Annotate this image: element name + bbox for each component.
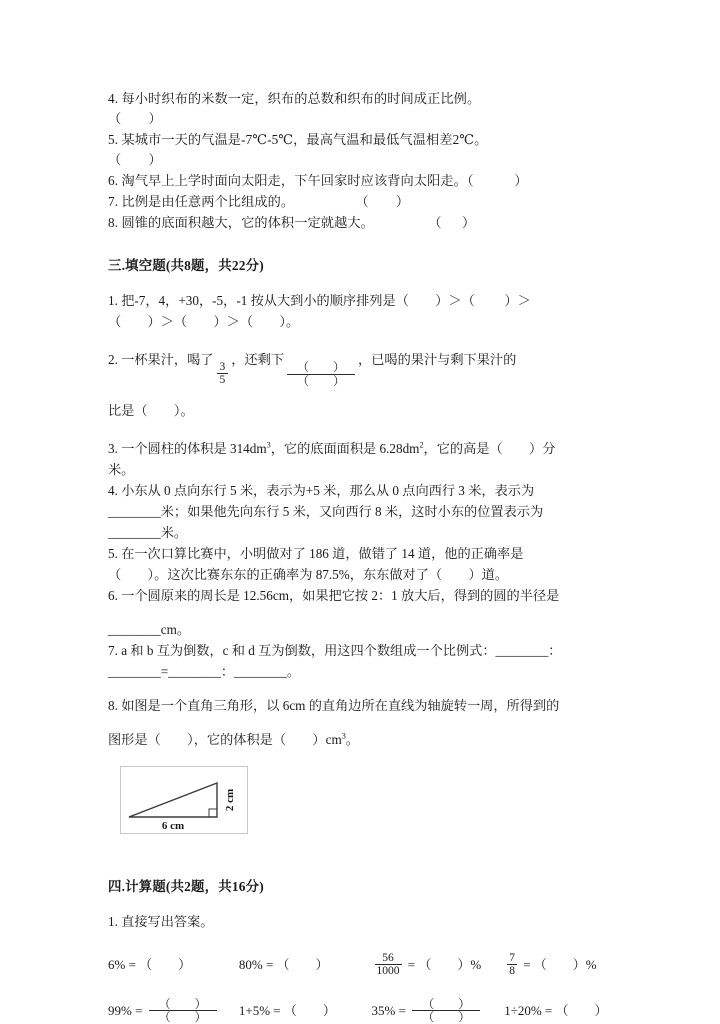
fraction-56-1000 bbox=[375, 952, 402, 977]
fill-item-4-line2[interactable]: ________米；如果他先向东行 5 米，又向西行 8 米，这时小东的位置表示为 bbox=[108, 504, 544, 520]
fill-item-7-line1[interactable]: 7. a 和 b 互为倒数，c 和 d 互为倒数，用这四个数组成一个比例式：________： bbox=[108, 643, 562, 659]
calc-expression[interactable]: = （ ）% bbox=[404, 956, 482, 972]
fill-item-2-line2[interactable]: 比是（ ）。 bbox=[108, 403, 194, 419]
fraction-numerator: 56 bbox=[382, 952, 394, 965]
truefalse-answer-4[interactable]: （ ） bbox=[108, 111, 162, 126]
fill-item-1-line1[interactable]: 1. 把-7，4，+30，-5，-1 按从大到小的顺序排列是（ ）＞（ ）＞ bbox=[108, 293, 531, 308]
fraction-three-fifths bbox=[217, 361, 229, 386]
calc-section-heading: 四.计算题(共2题，共16分) bbox=[108, 879, 264, 895]
triangle-svg bbox=[121, 767, 245, 831]
fill-item-2-line1[interactable] bbox=[108, 349, 628, 387]
calc-cell-35-percent[interactable] bbox=[372, 998, 505, 1024]
truefalse-item-4: 4. 每小时织布的米数一定，织布的总数和织布的时间成正比例。 bbox=[108, 91, 481, 106]
calc-expression[interactable]: = （ ）% bbox=[519, 956, 597, 972]
right-triangle-figure bbox=[120, 766, 248, 834]
calc-cell-56-over-1000[interactable] bbox=[372, 952, 505, 977]
calc-cell-1-div-20-percent[interactable] bbox=[504, 998, 628, 1024]
fraction-blank-denominator[interactable]: （ ） bbox=[287, 374, 355, 388]
calc-row-2 bbox=[108, 998, 628, 1024]
calc-cell-7-over-8[interactable] bbox=[504, 952, 628, 977]
calc-cell-1-plus-5-percent[interactable] bbox=[239, 998, 372, 1024]
fill-item-3-line2: 米。 bbox=[108, 462, 135, 478]
fraction-blank-denominator[interactable]: （ ） bbox=[149, 1010, 217, 1024]
fill-item-4-line1: 4. 小东从 0 点向东行 5 米，表示为+5 米，那么从 0 点向西行 3 米，表示为 bbox=[108, 483, 535, 499]
calc-expression[interactable]: 1+5% = （ ） bbox=[238, 1002, 336, 1018]
fraction-blank-answer[interactable] bbox=[412, 998, 480, 1024]
truefalse-answer-5[interactable]: （ ） bbox=[108, 152, 162, 167]
fill-section-heading: 三.填空题(共8题，共22分) bbox=[108, 258, 264, 273]
fill-item-3-line1[interactable] bbox=[108, 438, 628, 459]
truefalse-tail-block bbox=[108, 88, 628, 233]
fraction-blank-answer[interactable] bbox=[287, 361, 355, 387]
fraction-blank-answer[interactable] bbox=[149, 998, 217, 1024]
fraction-denominator: 1000 bbox=[376, 965, 400, 978]
truefalse-item-8[interactable]: 8. 圆锥的底面积越大，它的体积一定就越大。 （ ） bbox=[108, 215, 476, 230]
calc-expression: 99% = bbox=[108, 1002, 146, 1018]
calc-expression[interactable]: 80% = （ ） bbox=[238, 956, 329, 972]
fraction-numerator: 7 bbox=[509, 952, 515, 965]
unit-exponent-cubic: 3 bbox=[266, 440, 271, 450]
fill-item-3-text-a: 3. 一个圆柱的体积是 314dm bbox=[108, 441, 267, 457]
fraction-denominator: 8 bbox=[509, 965, 515, 978]
triangle-height-label: 2 cm bbox=[224, 789, 236, 812]
fill-item-2-text-b: ，还剩下 bbox=[231, 352, 284, 367]
right-angle-marker-icon bbox=[209, 809, 217, 817]
fill-item-2-text-a: 2. 一杯果汁，喝了 bbox=[108, 352, 214, 367]
unit-exponent-cubic-cm: 3 bbox=[341, 731, 346, 741]
fill-item-6-line2[interactable]: ________cm。 bbox=[108, 622, 191, 638]
fill-item-3-text-c: ，它的高是（ ）分 bbox=[423, 441, 556, 457]
fill-item-2-text-c: ，已喝的果汁与剩下果汁的 bbox=[358, 352, 517, 367]
truefalse-item-5: 5. 某城市一天的气温是-7℃-5℃，最高气温和最低气温相差2℃。 bbox=[108, 132, 488, 147]
fraction-blank-numerator[interactable]: （ ） bbox=[158, 996, 207, 1011]
fill-item-7-line2[interactable]: ________=________：________。 bbox=[108, 664, 301, 680]
fraction-blank-numerator[interactable]: （ ） bbox=[297, 360, 346, 375]
triangle-base-label: 6 cm bbox=[161, 820, 185, 832]
fraction-blank-numerator[interactable]: （ ） bbox=[422, 996, 471, 1011]
fill-item-8-line2[interactable] bbox=[108, 729, 628, 750]
fill-item-3-text-b: ，它的底面面积是 6.28dm bbox=[270, 441, 420, 457]
truefalse-item-6[interactable]: 6. 淘气早上上学时面向太阳走，下午回家时应该背向太阳走。（ ） bbox=[108, 173, 528, 188]
calc-cell-99-percent[interactable] bbox=[108, 998, 239, 1024]
fraction-blank-denominator[interactable]: （ ） bbox=[412, 1010, 480, 1024]
calc-row-1 bbox=[108, 952, 628, 977]
truefalse-item-7[interactable]: 7. 比例是由任意两个比组成的。 （ ） bbox=[108, 194, 410, 209]
calc-expression[interactable]: 1÷20% = （ ） bbox=[504, 1002, 608, 1018]
fraction-denominator: 5 bbox=[217, 373, 229, 386]
unit-exponent-square: 2 bbox=[419, 440, 424, 450]
calc-cell-6-percent[interactable] bbox=[108, 952, 239, 977]
calc-item-1-prompt: 1. 直接写出答案。 bbox=[108, 914, 214, 930]
calc-cell-80-percent[interactable] bbox=[239, 952, 372, 977]
fraction-numerator: 3 bbox=[219, 361, 226, 374]
fill-item-4-line3[interactable]: ________米。 bbox=[108, 525, 188, 541]
fill-item-5-line1: 5. 在一次口算比赛中，小明做对了 186 道，做错了 14 道，他的正确率是 bbox=[108, 546, 524, 562]
fill-item-8-line1: 8. 如图是一个直角三角形，以 6cm 的直角边所在直线为轴旋转一周，所得到的 bbox=[108, 698, 560, 714]
fill-item-6-line1: 6. 一个圆原来的周长是 12.56cm，如果把它按 2：1 放大后，得到的圆的半径是 bbox=[108, 588, 560, 604]
triangle-shape bbox=[129, 783, 217, 817]
calc-expression: 35% = bbox=[371, 1002, 410, 1018]
fill-item-8-period: 。 bbox=[345, 732, 359, 748]
fill-item-1-line2[interactable]: （ ）＞（ ）＞（ ）。 bbox=[108, 314, 300, 329]
calc-expression[interactable]: 6% = （ ） bbox=[108, 956, 192, 972]
fill-item-8-text[interactable]: 图形是（ ），它的体积是（ ）cm bbox=[108, 732, 342, 748]
fill-item-5-line2[interactable]: （ ）。这次比赛东东的正确率为 87.5%，东东做对了（ ）道。 bbox=[108, 567, 509, 583]
fraction-7-8 bbox=[507, 952, 517, 977]
